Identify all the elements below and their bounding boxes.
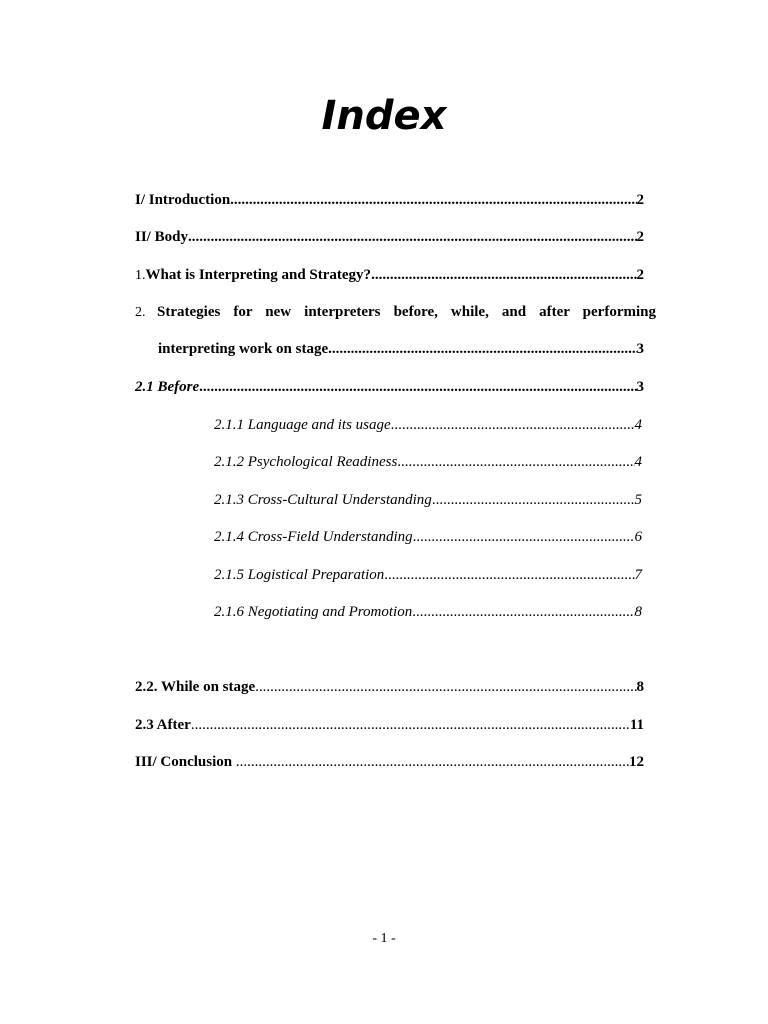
toc-page-number: 7 — [634, 567, 642, 583]
toc-entry-conclusion — [135, 751, 644, 773]
toc-entry-item-2-line-2 — [158, 338, 644, 360]
toc-leader — [199, 376, 636, 398]
toc-label: 2.1.2 Psychological Readiness — [214, 454, 398, 470]
toc-leader — [397, 451, 634, 473]
list-marker: 1. — [135, 268, 146, 283]
toc-label: 2.1.3 Cross-Cultural Understanding — [214, 492, 432, 508]
toc-entry-sub — [214, 601, 642, 623]
toc-entry-sub — [214, 564, 642, 586]
toc-label: interpreting work on stage — [158, 341, 329, 357]
toc-page-number: 12 — [629, 754, 644, 770]
toc-page-number: 2 — [636, 229, 644, 245]
toc-label: 2.2. While on stage — [135, 679, 256, 695]
toc-entry-sub — [214, 451, 642, 473]
toc-leader — [191, 714, 630, 736]
toc-entry-sub — [214, 414, 642, 436]
toc-page-number: 6 — [634, 529, 642, 545]
toc-label: 2.1.6 Negotiating and Promotion — [214, 604, 413, 620]
toc-leader — [255, 676, 636, 698]
toc-leader — [371, 264, 636, 286]
toc-leader — [391, 414, 635, 436]
toc-page-number: 3 — [636, 341, 644, 357]
toc-page-number: 8 — [636, 679, 644, 695]
toc-label: I/ Introduction — [135, 192, 231, 208]
list-marker: 2. — [135, 305, 146, 320]
toc-label: 2.3 After — [135, 717, 191, 733]
toc-label: 2.1.4 Cross-Field Understanding — [214, 529, 413, 545]
toc-entry-while — [135, 676, 644, 698]
toc-leader — [413, 526, 635, 548]
toc-leader — [188, 226, 637, 248]
toc-entry-after — [135, 714, 644, 736]
page-number: - 1 - — [372, 931, 396, 946]
toc-page-number: 11 — [629, 717, 644, 733]
toc-entry-sub — [214, 526, 642, 548]
toc-page-number: 2 — [636, 267, 644, 283]
toc-label: III/ Conclusion — [135, 754, 236, 770]
toc-page-number: 4 — [634, 417, 642, 433]
toc-leader — [230, 189, 636, 211]
toc-entry-introduction — [135, 189, 644, 211]
toc-label: 2.1.1 Language and its usage — [214, 417, 391, 433]
toc-page-number: 3 — [636, 379, 644, 395]
toc-leader — [412, 601, 634, 623]
toc-page-number: 2 — [636, 192, 644, 208]
toc-page-number: 8 — [634, 604, 642, 620]
page-title: Index — [321, 93, 447, 139]
toc-page-number: 5 — [634, 492, 642, 508]
toc-label: 2.1 Before — [135, 379, 200, 395]
toc-entry-body — [135, 226, 644, 248]
toc-entry-item-2-line-1 — [135, 301, 656, 323]
toc-label: 2.1.5 Logistical Preparation — [214, 567, 385, 583]
toc-label: What is Interpreting and Strategy? — [145, 267, 372, 283]
toc-label: Strategies for new interpreters before, while, and after performing — [157, 304, 656, 320]
toc-entry-before — [135, 376, 644, 398]
toc-label: II/ Body — [135, 229, 188, 245]
toc-entry-item-1 — [135, 264, 644, 286]
toc-leader — [432, 489, 635, 511]
toc-leader — [384, 564, 634, 586]
toc-page-number: 4 — [634, 454, 642, 470]
toc-entry-sub — [214, 489, 642, 511]
toc-leader — [236, 751, 629, 773]
toc-leader — [328, 338, 636, 360]
